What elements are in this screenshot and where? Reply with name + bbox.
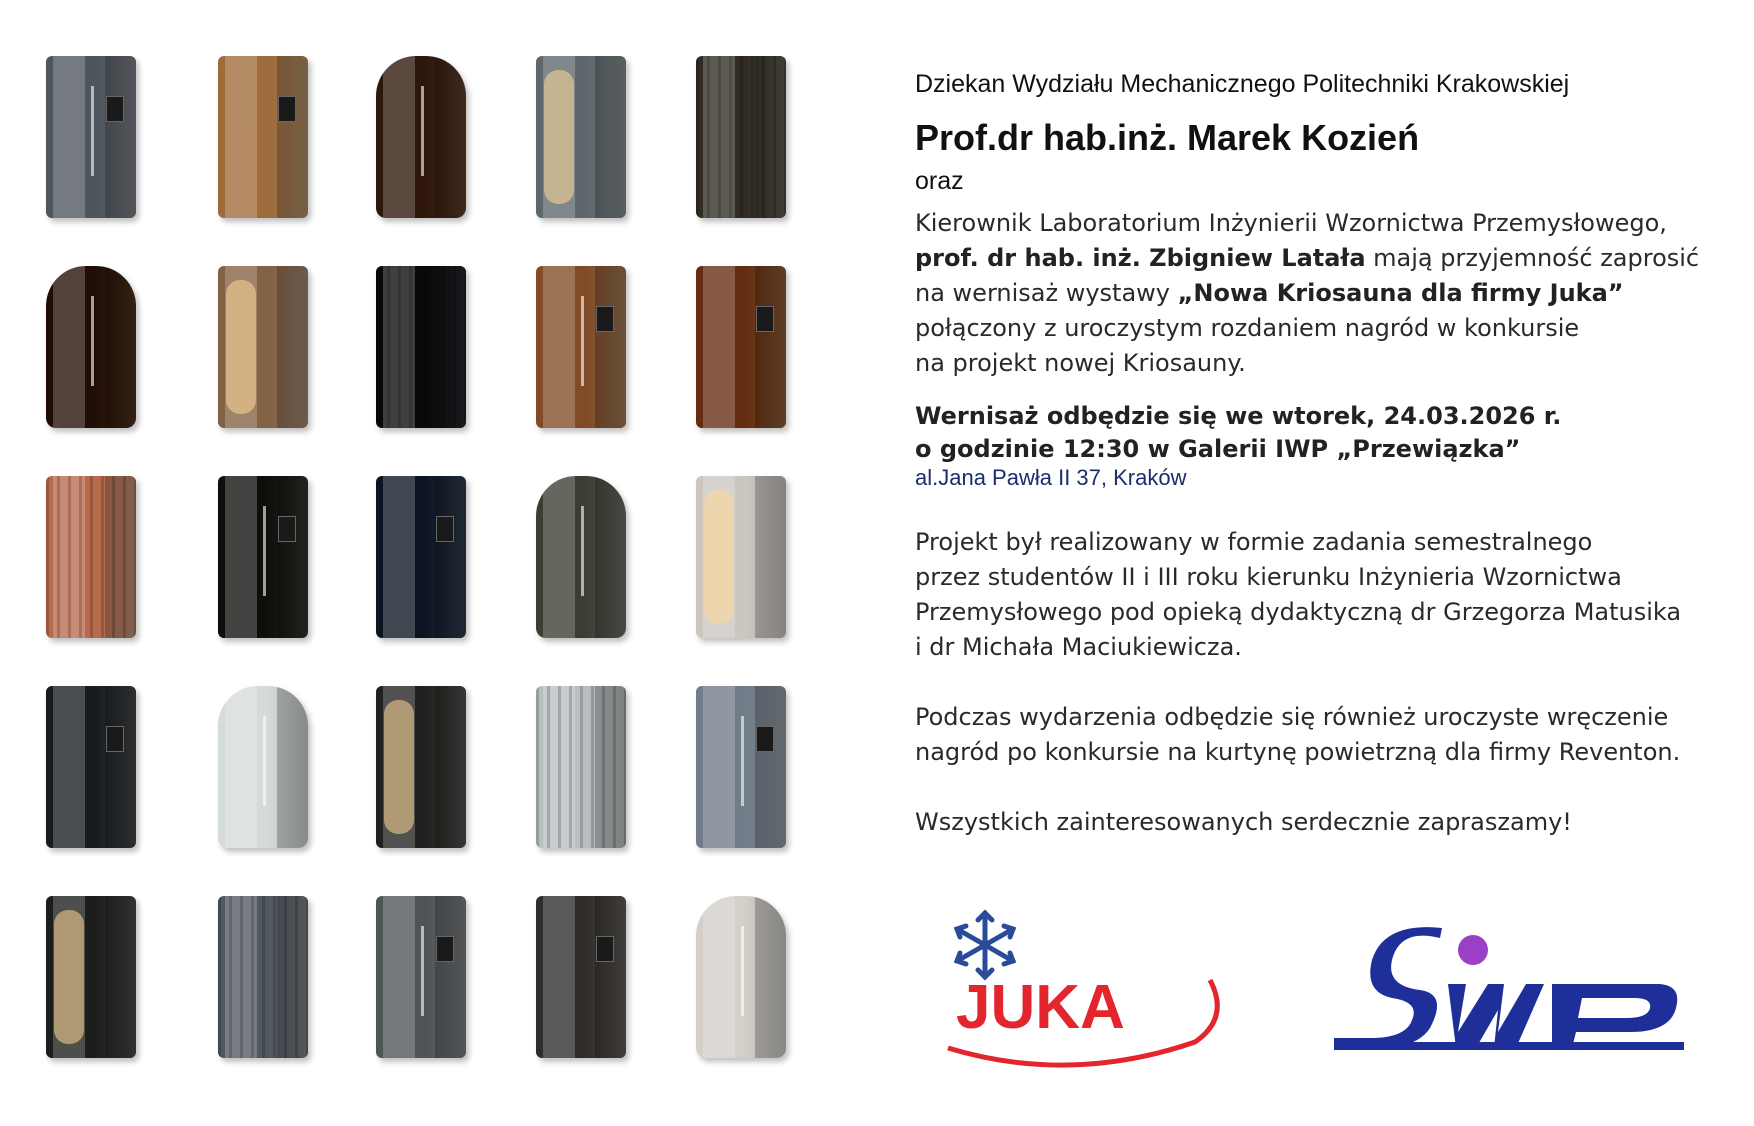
invite-line-2-rest: mają przyjemność zaprosić (1365, 244, 1700, 272)
juka-wordmark: JUKA (956, 973, 1125, 1042)
cryosauna-render (536, 266, 626, 428)
exhibition-title: „Nowa Kriosauna dla firmy Juka” (1177, 279, 1624, 307)
product-image (198, 888, 328, 1068)
invite-line-4: połączony z uroczystym rozdaniem nagród w konkursie (915, 314, 1580, 342)
cryosauna-render (46, 266, 136, 428)
product-image (516, 468, 646, 648)
award-line-1: Podczas wydarzenia odbędzie się również uroczyste wręczenie (915, 703, 1669, 731)
cryosauna-render (376, 266, 466, 428)
product-image (26, 468, 156, 648)
cryosauna-render (46, 56, 136, 218)
siwp-dot (1458, 935, 1488, 965)
siwp-letter-s (1334, 927, 1442, 1048)
invite-line-3-start: na wernisaż wystawy (915, 279, 1178, 307)
product-image (198, 258, 328, 438)
cryosauna-render (696, 266, 786, 428)
product-grid (26, 48, 866, 1108)
award-line-2: nagród po konkursie na kurtynę powietrzną dla firmy Reventon. (915, 738, 1681, 766)
product-image (676, 888, 806, 1068)
product-image (198, 678, 328, 858)
siwp-letter-p (1552, 984, 1677, 1048)
invite-paragraph (915, 206, 1735, 381)
invite-line-5: na projekt nowej Kriosauny. (915, 349, 1246, 377)
event-time-place: o godzinie 12:30 w Galerii IWP „Przewiązka” (915, 435, 1521, 463)
cryosauna-render (696, 896, 786, 1058)
cryosauna-render (46, 476, 136, 638)
cryosauna-render (218, 896, 308, 1058)
juka-logo (940, 900, 1240, 1070)
cryosauna-render (218, 686, 308, 848)
product-image (26, 888, 156, 1068)
dean-title: Dziekan Wydziału Mechanicznego Politechniki Krakowskiej (915, 70, 1570, 98)
host-name: prof. dr hab. inż. Zbigniew Latała (915, 244, 1366, 272)
cryosauna-render (218, 476, 308, 638)
product-image (198, 468, 328, 648)
cryosauna-render (218, 56, 308, 218)
cryosauna-render (696, 686, 786, 848)
project-line-1: Projekt był realizowany w formie zadania semestralnego (915, 528, 1593, 556)
event-date: Wernisaż odbędzie się we wtorek, 24.03.2026 r. (915, 402, 1562, 430)
product-image (356, 48, 486, 228)
product-image (516, 678, 646, 858)
snowflake-icon (957, 913, 1013, 977)
product-image (676, 258, 806, 438)
cryosauna-render (376, 476, 466, 638)
product-image (516, 258, 646, 438)
project-line-4: i dr Michała Maciukiewicza. (915, 633, 1242, 661)
product-image (516, 48, 646, 228)
cryosauna-render (536, 476, 626, 638)
product-image (356, 888, 486, 1068)
cryosauna-render (536, 896, 626, 1058)
invitation-text (915, 60, 1735, 840)
product-image (26, 258, 156, 438)
project-paragraph (915, 525, 1735, 665)
event-paragraph (915, 399, 1735, 491)
invite-line-2 (915, 241, 1735, 276)
product-image (26, 48, 156, 228)
cryosauna-render (46, 896, 136, 1058)
dean-name: Prof.dr hab.inż. Marek Kozień (915, 117, 1420, 158)
product-image (356, 468, 486, 648)
closing-line: Wszystkich zainteresowanych serdecznie zapraszamy! (915, 808, 1572, 836)
invite-line-3 (915, 276, 1735, 311)
cryosauna-render (376, 896, 466, 1058)
product-image (198, 48, 328, 228)
product-image (676, 468, 806, 648)
project-line-2: przez studentów II i III roku kierunku Inżynieria Wzornictwa (915, 563, 1622, 591)
product-image (26, 678, 156, 858)
cryosauna-render (536, 686, 626, 848)
cryosauna-render (218, 266, 308, 428)
juka-logo-graphic (940, 900, 1240, 1070)
siwp-logo (1330, 920, 1700, 1070)
siwp-letter-w (1448, 984, 1544, 1048)
cryosauna-render (696, 476, 786, 638)
invite-line-1: Kierownik Laboratorium Inżynierii Wzornictwa Przemysłowego, (915, 209, 1667, 237)
cryosauna-render (696, 56, 786, 218)
product-image (356, 678, 486, 858)
cryosauna-render (376, 56, 466, 218)
cryosauna-render (376, 686, 466, 848)
conjunction: oraz (915, 167, 964, 195)
project-line-3: Przemysłowego pod opieką dydaktyczną dr Grzegorza Matusika (915, 598, 1682, 626)
siwp-underline (1334, 1042, 1684, 1050)
product-image (676, 48, 806, 228)
product-image (516, 888, 646, 1068)
product-image (356, 258, 486, 438)
cryosauna-render (536, 56, 626, 218)
cryosauna-render (46, 686, 136, 848)
product-image (676, 678, 806, 858)
award-paragraph (915, 700, 1735, 770)
siwp-logo-graphic (1330, 920, 1700, 1070)
event-address: al.Jana Pawła II 37, Kraków (915, 465, 1187, 490)
